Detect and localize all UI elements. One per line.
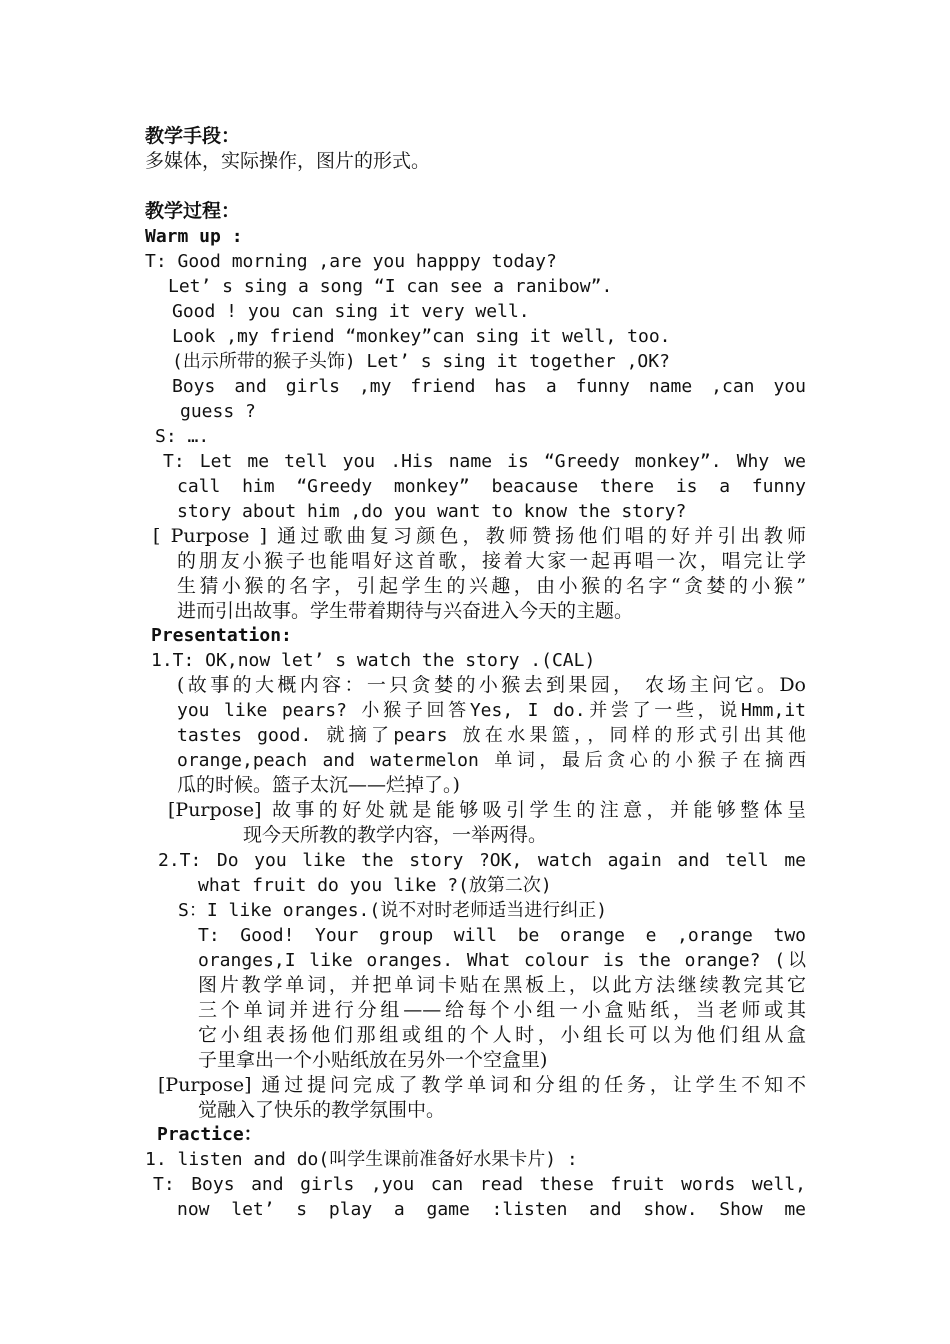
warmup-line: T: Good morning ,are you happpy today? bbox=[145, 251, 557, 272]
presentation-line: tastes good. 就摘了pears 放在水果篮，，同样的形式引出其他 bbox=[177, 725, 806, 746]
practice-line: now let’ s play a game :listen and show. Show me bbox=[177, 1199, 806, 1220]
presentation-line: you like pears? 小猴子回答Yes, I do.并尝了一些，说Hmm,it bbox=[177, 700, 806, 721]
purpose-note: 觉融入了快乐的教学氛围中。 bbox=[198, 1099, 446, 1121]
warmup-line: story about him ,do you want to know the story? bbox=[177, 501, 687, 522]
presentation-line: 图片教学单词，并把单词卡贴在黑板上，以此方法继续教完其它 bbox=[198, 974, 806, 996]
purpose-note: [Purpose] 通过提问完成了教学单词和分组的任务，让学生不知不 bbox=[158, 1074, 806, 1096]
warmup-line: Boys and girls ,my friend has a funny name ,can you bbox=[172, 376, 806, 397]
presentation-line: T: Good! Your group will be orange e ,orange two bbox=[198, 925, 806, 946]
presentation-line: 2.T: Do you like the story ?OK, watch again and tell me bbox=[158, 850, 806, 871]
presentation-line: 三个单词并进行分组——给每个小组一小盒贴纸，当老师或其 bbox=[198, 999, 806, 1021]
warmup-line: Good ! you can sing it very well. bbox=[172, 301, 530, 322]
practice-line: 1. listen and do(叫学生课前准备好水果卡片) : bbox=[145, 1149, 578, 1170]
warmup-line: Look ,my friend “monkey”can sing it well, too. bbox=[172, 326, 671, 347]
warmup-line: Let’ s sing a song “I can see a ranibow”. bbox=[168, 276, 613, 297]
presentation-heading: Presentation: bbox=[151, 625, 292, 646]
purpose-note: [ Purpose ] 通过歌曲复习颜色，教师赞扬他们唱的好并引出教师 bbox=[153, 525, 806, 547]
presentation-line: (故事的大概内容：一只贪婪的小猴去到果园， 农场主问它。Do bbox=[177, 674, 806, 696]
warmup-heading: Warm up : bbox=[145, 226, 243, 247]
purpose-note: 进而引出故事。学生带着期待与兴奋进入今天的主题。 bbox=[177, 600, 634, 622]
practice-line: T: Boys and girls ,you can read these fruit words well, bbox=[153, 1174, 806, 1195]
presentation-line: what fruit do you like ?(放第二次) bbox=[198, 875, 552, 896]
warmup-line: S: …. bbox=[155, 426, 210, 447]
purpose-note: 的朋友小猴子也能唱好这首歌，接着大家一起再唱一次，唱完让学 bbox=[177, 550, 806, 572]
practice-heading: Practice： bbox=[157, 1124, 262, 1145]
warmup-line: guess ? bbox=[180, 401, 256, 422]
warmup-line: (出示所带的猴子头饰) Let’ s sing it together ,OK? bbox=[172, 351, 670, 372]
teaching-process-heading: 教学过程： bbox=[145, 200, 241, 222]
warmup-line: call him “Greedy monkey” beacause there is a funny bbox=[177, 476, 806, 497]
presentation-line: 子里拿出一个小贴纸放在另外一个空盒里) bbox=[198, 1049, 548, 1071]
presentation-line: oranges,I like oranges. What colour is the orange? (以 bbox=[198, 950, 806, 971]
presentation-line: 1.T: OK,now let’ s watch the story .(CAL) bbox=[151, 650, 596, 671]
presentation-line: S：I like oranges.(说不对时老师适当进行纠正) bbox=[178, 900, 608, 921]
teaching-means-heading: 教学手段： bbox=[145, 125, 241, 147]
presentation-line: 瓜的时候。篮子太沉——烂掉了。) bbox=[177, 774, 460, 796]
purpose-note: [Purpose] 故事的好处就是能够吸引学生的注意，并能够整体呈 bbox=[168, 799, 806, 821]
purpose-note: 生猜小猴的名字，引起学生的兴趣，由小猴的名字“贪婪的小猴” bbox=[177, 575, 806, 597]
presentation-line: orange,peach and watermelon 单词，最后贪心的小猴子在摘西 bbox=[177, 750, 806, 771]
teaching-means-text: 多媒体，实际操作，图片的形式。 bbox=[145, 150, 431, 172]
warmup-line: T: Let me tell you .His name is “Greedy monkey”. Why we bbox=[163, 451, 806, 472]
purpose-note: 现今天所教的教学内容，一举两得。 bbox=[243, 824, 548, 846]
presentation-line: 它小组表扬他们那组或组的个人时，小组长可以为他们组从盒 bbox=[198, 1024, 806, 1046]
